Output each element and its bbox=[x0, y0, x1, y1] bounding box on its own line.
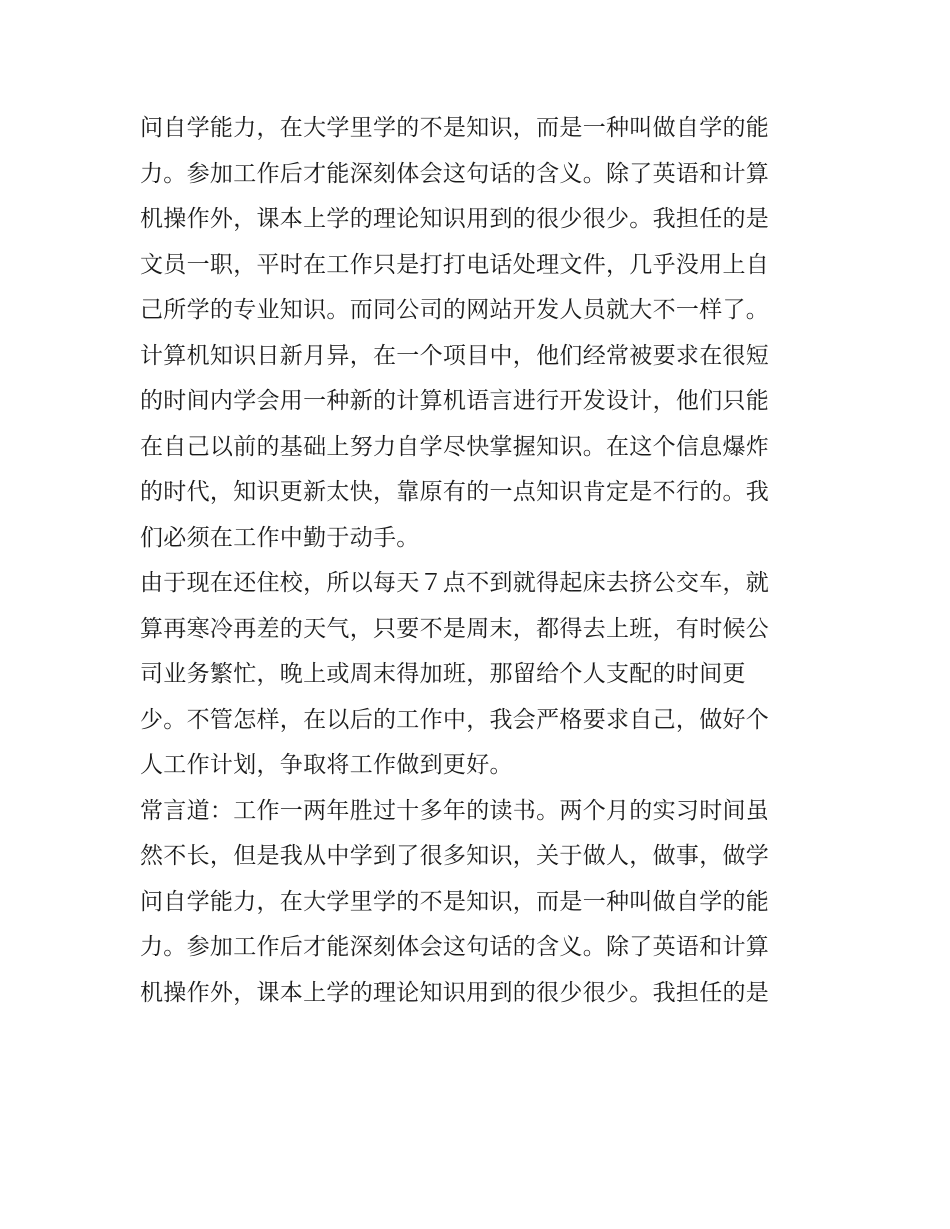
text-line: 力。参加工作后才能深刻体会这句话的含义。除了英语和计算 bbox=[140, 160, 770, 187]
text-line: 力。参加工作后才能深刻体会这句话的含义。除了英语和计算 bbox=[140, 934, 770, 960]
text-line: 问自学能力，在大学里学的不是知识，而是一种叫做自学的能 bbox=[140, 115, 770, 141]
text-line: 计算机知识日新月异，在一个项目中，他们经常被要求在很短 bbox=[140, 342, 770, 369]
document-body bbox=[140, 106, 820, 1016]
text-line: 然不长，但是我从中学到了很多知识，关于做人，做事，做学 bbox=[140, 843, 770, 869]
text-line: 算再寒冷再差的天气，只要不是周末，都得去上班，有时候公 bbox=[140, 615, 770, 642]
text-line: 由于现在还住校，所以每天７点不到就得起床去挤公交车，就 bbox=[140, 570, 770, 596]
text-line: 机操作外，课本上学的理论知识用到的很少很少。我担任的是 bbox=[140, 979, 770, 1006]
text-line: 在自己以前的基础上努力自学尽快掌握知识。在这个信息爆炸 bbox=[140, 433, 770, 460]
text-line: 人工作计划，争取将工作做到更好。 bbox=[140, 752, 513, 778]
text-line: 的时代，知识更新太快，靠原有的一点知识肯定是不行的。我 bbox=[140, 479, 770, 505]
text-line: 机操作外，课本上学的理论知识用到的很少很少。我担任的是 bbox=[140, 206, 770, 232]
text-line: 己所学的专业知识。而同公司的网站开发人员就大不一样了。 bbox=[140, 297, 770, 323]
text-line: 少。不管怎样，在以后的工作中，我会严格要求自己，做好个 bbox=[140, 706, 770, 733]
text-line: 常言道：工作一两年胜过十多年的读书。两个月的实习时间虽 bbox=[140, 797, 770, 824]
text-line: 们必须在工作中勤于动手。 bbox=[140, 524, 420, 551]
text-line: 文员一职，平时在工作只是打打电话处理文件，几乎没用上自 bbox=[140, 251, 770, 278]
text-line: 司业务繁忙，晚上或周末得加班，那留给个人支配的时间更 bbox=[140, 661, 746, 687]
text-line: 的时间内学会用一种新的计算机语言进行开发设计，他们只能 bbox=[140, 388, 770, 414]
text-line: 问自学能力，在大学里学的不是知识，而是一种叫做自学的能 bbox=[140, 888, 770, 915]
